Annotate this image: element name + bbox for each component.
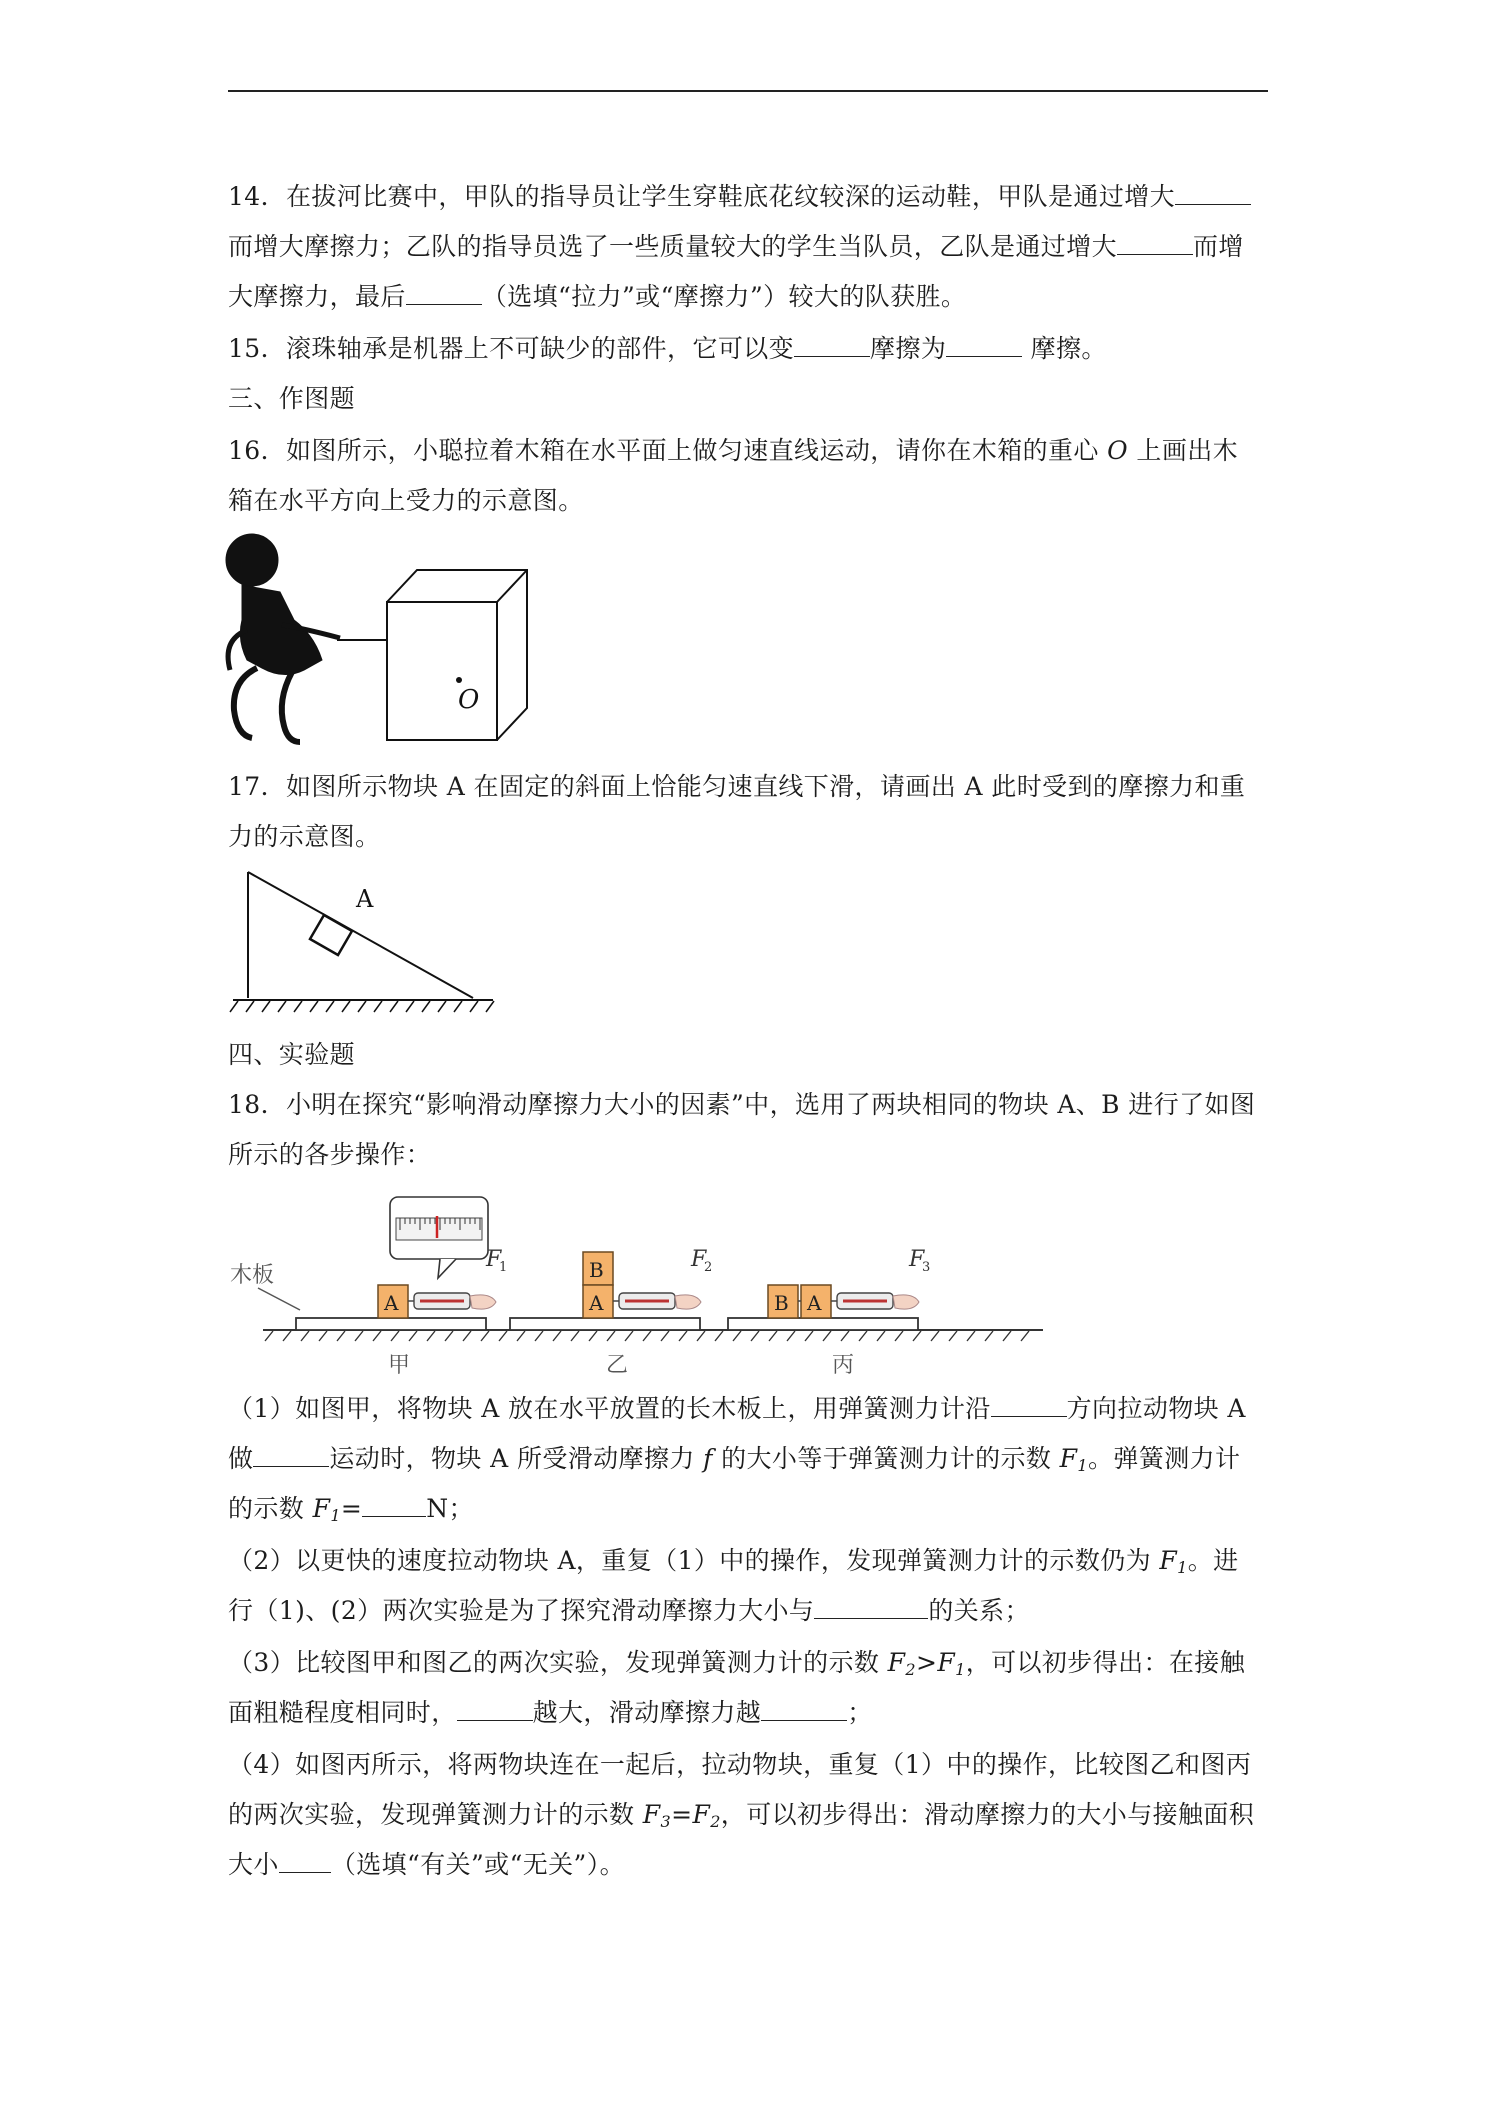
- force-f1-subscript: 1: [499, 1260, 508, 1275]
- force-f3-label: F: [909, 1247, 925, 1272]
- q18-line1: 18．小明在探究“影响滑动摩擦力大小的因素”中，选用了两块相同的物块 A、B 进行了如图: [228, 1090, 1256, 1119]
- section4-heading: 四、实验题: [228, 1040, 356, 1069]
- board-label: 木板: [230, 1263, 275, 1288]
- q18-p1-blank-direction[interactable]: [991, 1394, 1067, 1417]
- hand-jia: [470, 1295, 496, 1309]
- q18-figure-experiments: [228, 1190, 1048, 1385]
- board-jia: [296, 1318, 486, 1330]
- q15-line: 15．滚珠轴承是机器上不可缺少的部件，它可以变 摩擦为 摩擦。: [228, 334, 1107, 363]
- q18-p1-blank-reading[interactable]: [362, 1494, 426, 1517]
- q14-line1: 14．在拔河比赛中，甲队的指导员让学生穿鞋底花纹较深的运动鞋，甲队是通过增大: [228, 180, 1251, 214]
- force-f2-label: F: [691, 1247, 707, 1272]
- q18-p1-blank-motion[interactable]: [253, 1444, 329, 1467]
- q16-figure-pull-box: [222, 530, 532, 755]
- q14-blank-2[interactable]: [1117, 232, 1193, 255]
- q18-p3-line1: （3）比较图甲和图乙的两次实验，发现弹簧测力计的示数 $F_2>F_1$，可以初步得出：在接触: [228, 1648, 1246, 1679]
- board-bing: [728, 1318, 918, 1330]
- block-b-bing-label: B: [774, 1291, 789, 1315]
- q18-p4-line1: （4）如图丙所示，将两物块连在一起后，拉动物块，重复（1）中的操作，比较图乙和图丙: [228, 1750, 1252, 1779]
- board-yi: [510, 1318, 700, 1330]
- q17-figure-incline: [228, 860, 498, 1015]
- hand-yi: [675, 1295, 701, 1309]
- label-jia: 甲: [388, 1353, 411, 1378]
- q18-p2-blank[interactable]: [814, 1596, 928, 1619]
- q18-p1-line1: （1）如图甲，将物块 A 放在水平放置的长木板上，用弹簧测力计沿 方向拉动物块 A: [228, 1394, 1246, 1423]
- force-f1-label: F: [486, 1247, 502, 1272]
- setup-yi: [510, 1247, 712, 1378]
- center-of-gravity-dot: [456, 677, 462, 683]
- q18-p1-line3: 的示数 $F_1= N$；: [228, 1494, 474, 1525]
- block-a-bing-label: A: [807, 1291, 822, 1315]
- q18-line2: 所示的各步操作：: [228, 1140, 432, 1169]
- q18-p4-line2: 的两次实验，发现弹簧测力计的示数 $F_3=F_2$，可以初步得出：滑动摩擦力的大小与接触面积: [228, 1800, 1255, 1831]
- person-silhouette: [226, 534, 340, 742]
- q16-line2: 箱在水平方向上受力的示意图。: [228, 486, 584, 515]
- header-rule: [228, 90, 1268, 92]
- center-label-o: O: [458, 685, 480, 715]
- board-label-pointer: [258, 1288, 300, 1310]
- q18-p4-line3: 大小 （选填“有关”或“无关”）。: [228, 1850, 626, 1879]
- q18-p3-blank-1[interactable]: [457, 1698, 533, 1721]
- q18-p3-blank-2[interactable]: [761, 1698, 847, 1721]
- setup-bing: [728, 1247, 930, 1378]
- q18-p2-line2: 行（1)、(2）两次实验是为了探究滑动摩擦力大小与 的关系；: [228, 1596, 1030, 1625]
- q15-blank-2[interactable]: [946, 334, 1022, 357]
- q15-blank-1[interactable]: [794, 334, 870, 357]
- block-a-label: A: [356, 885, 374, 913]
- q14-blank-1[interactable]: [1175, 182, 1251, 205]
- force-f3-subscript: 3: [922, 1260, 931, 1275]
- q17-line1: 17．如图所示物块 A 在固定的斜面上恰能匀速直线下滑，请画出 A 此时受到的摩擦力和重: [228, 772, 1246, 801]
- scale-dial: [396, 1218, 482, 1240]
- wooden-box: [387, 570, 527, 740]
- force-f2-subscript: 2: [704, 1260, 713, 1275]
- hand-bing: [893, 1295, 919, 1309]
- q18-p4-blank[interactable]: [279, 1850, 331, 1873]
- block-b-yi-label: B: [589, 1258, 604, 1282]
- block-a-yi-label: A: [589, 1291, 604, 1315]
- q17-line2: 力的示意图。: [228, 822, 381, 851]
- block-a: [310, 915, 352, 955]
- block-a-jia-label: A: [384, 1291, 399, 1315]
- q18-p1-line2: 做 运动时，物块 A 所受滑动摩擦力 f 的大小等于弹簧测力计的示数 $F_1$。弹簧测力计: [228, 1444, 1241, 1475]
- setup-jia: [296, 1197, 507, 1378]
- q18-p2-line1: （2）以更快的速度拉动物块 A，重复（1）中的操作，发现弹簧测力计的示数仍为 $F_1$。进: [228, 1546, 1239, 1577]
- q14-line2: 而增大摩擦力；乙队的指导员选了一些质量较大的学生当队员，乙队是通过增大 而增: [228, 232, 1244, 261]
- label-yi: 乙: [606, 1353, 629, 1378]
- label-bing: 丙: [832, 1353, 855, 1378]
- q16-line1: 16．如图所示，小聪拉着木箱在水平面上做匀速直线运动，请你在木箱的重心 O 上画出木: [228, 436, 1239, 465]
- ground-hatching: [230, 1001, 494, 1012]
- q18-p3-line2: 面粗糙程度相同时， 越大，滑动摩擦力越 ；: [228, 1698, 873, 1727]
- q14-blank-3[interactable]: [406, 282, 482, 305]
- section3-heading: 三、作图题: [228, 384, 356, 413]
- ground-hatching: [265, 1331, 1029, 1341]
- q14-line3: 大摩擦力，最后 （选填“拉力”或“摩擦力”）较大的队获胜。: [228, 282, 967, 311]
